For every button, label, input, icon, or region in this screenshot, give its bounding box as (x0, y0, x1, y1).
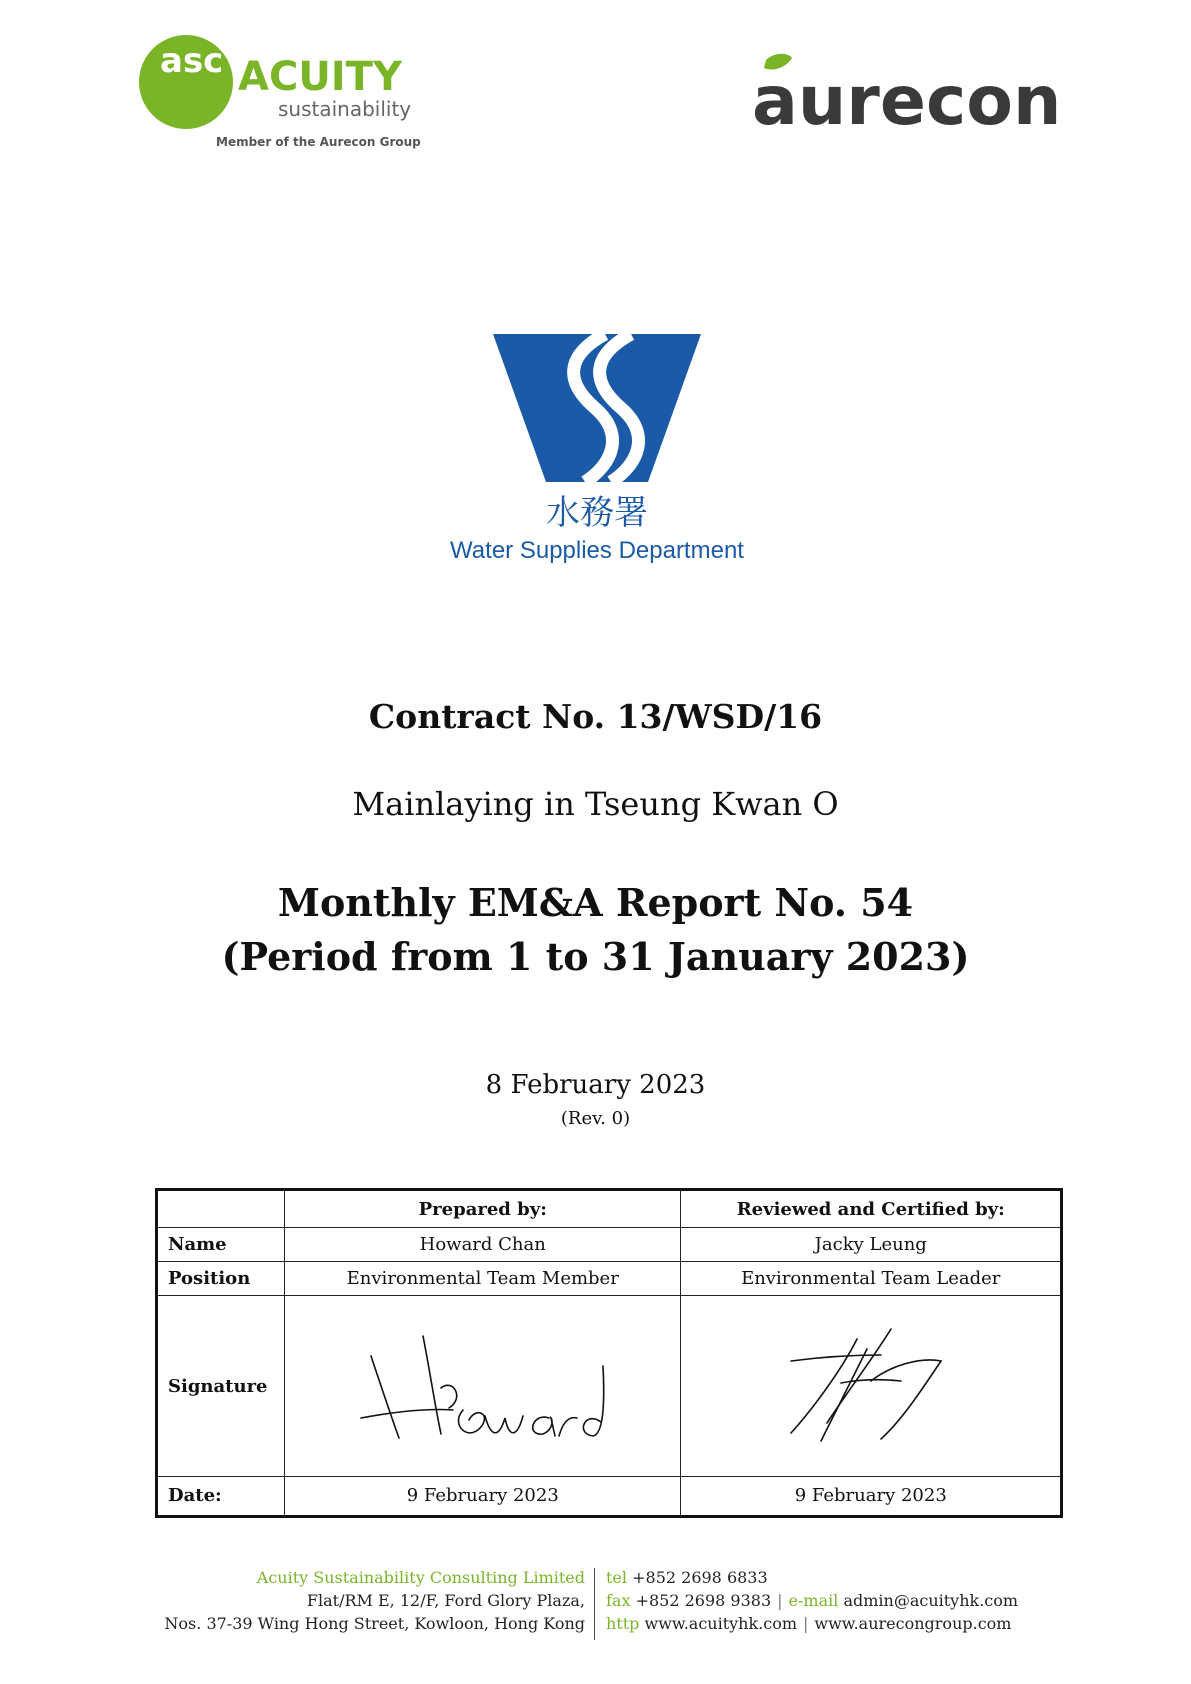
acuity-name: ACUITY (238, 54, 402, 100)
header-reviewed-by: Reviewed and Certified by: (681, 1190, 1062, 1228)
email-link[interactable]: admin@acuityhk.com (843, 1591, 1019, 1610)
fax-number: +852 2698 9383 (635, 1591, 772, 1610)
acuity-tagline: sustainability (278, 97, 412, 121)
website-acuity-link[interactable]: www.acuityhk.com (644, 1614, 798, 1633)
reviewed-name: Jacky Leung (681, 1228, 1062, 1262)
label-name: Name (157, 1228, 285, 1262)
footer-address-line2: Nos. 37-39 Wing Hong Street, Kowloon, Hong Kong (164, 1614, 585, 1633)
table-row-name (157, 1228, 1062, 1262)
http-label: http (606, 1614, 640, 1633)
footer-fax-line: fax +852 2698 9383 | e-mail admin@acuityhk.com (606, 1591, 1019, 1610)
jacky-signature-image (771, 1321, 971, 1451)
footer-address-line1: Flat/RM E, 12/F, Ford Glory Plaza, (306, 1591, 585, 1610)
prepared-signature-cell (285, 1296, 681, 1477)
table-row-position (157, 1262, 1062, 1296)
report-revision: (Rev. 0) (560, 1108, 631, 1129)
footer-divider (594, 1568, 595, 1640)
website-aurecon-link[interactable]: www.aurecongroup.com (814, 1614, 1012, 1633)
footer-address (100, 1566, 585, 1635)
signature-table (155, 1188, 1063, 1518)
aurecon-wordmark: aurecon (752, 62, 1062, 141)
label-signature: Signature (157, 1296, 285, 1477)
reviewed-signature-cell (681, 1296, 1062, 1477)
footer-tel-line (606, 1566, 1086, 1589)
report-date: 8 February 2023 (485, 1070, 706, 1100)
label-date: Date: (157, 1476, 285, 1516)
howard-signature-image (353, 1326, 613, 1446)
wsd-english-name: Water Supplies Department (450, 537, 744, 564)
project-name: Mainlaying in Tseung Kwan O (352, 785, 839, 823)
contract-number: Contract No. 13/WSD/16 (368, 697, 823, 736)
report-period: (Period from 1 to 31 January 2023) (221, 934, 970, 979)
prepared-name: Howard Chan (285, 1228, 681, 1262)
aurecon-logo (752, 52, 1072, 142)
prepared-position: Environmental Team Member (285, 1262, 681, 1296)
report-title: Monthly EM&A Report No. 54 (277, 880, 914, 925)
label-position: Position (157, 1262, 285, 1296)
fax-label: fax (606, 1591, 631, 1610)
footer-web-line: http www.acuityhk.com | www.aurecongroup.com (606, 1614, 1012, 1633)
acuity-member-note: Member of the Aurecon Group (216, 135, 421, 149)
wsd-chinese-name: 水務署 (546, 493, 648, 533)
footer-contact (606, 1566, 1086, 1635)
table-header-row (157, 1190, 1062, 1228)
table-row-date (157, 1476, 1062, 1516)
acuity-sustainability-logo (138, 34, 438, 154)
table-row-signature (157, 1296, 1062, 1477)
reviewed-position: Environmental Team Leader (681, 1262, 1062, 1296)
email-label: e-mail (788, 1591, 839, 1610)
footer-company: Acuity Sustainability Consulting Limited (256, 1568, 585, 1587)
acuity-monogram: asc (160, 41, 224, 81)
water-supplies-department-logo (437, 334, 757, 564)
tel-label: tel (606, 1568, 628, 1587)
header-prepared-by: Prepared by: (285, 1190, 681, 1228)
reviewed-date: 9 February 2023 (681, 1476, 1062, 1516)
header-empty (157, 1190, 285, 1228)
tel-number: +852 2698 6833 (632, 1568, 768, 1587)
prepared-date: 9 February 2023 (285, 1476, 681, 1516)
